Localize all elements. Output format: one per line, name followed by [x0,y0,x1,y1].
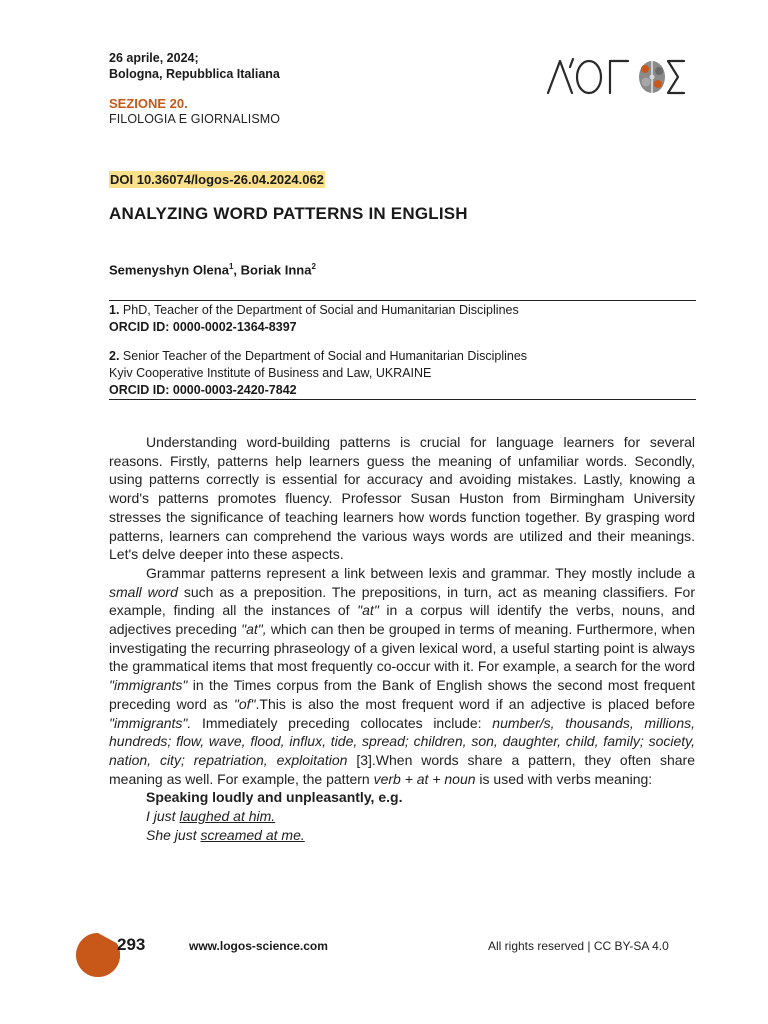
affiliation-2-num: 2. [109,349,120,363]
orcid-1[interactable]: ORCID ID: 0000-0002-1364-8397 [109,320,297,334]
rights-notice: All rights reserved | CC BY-SA 4.0 [488,939,669,953]
paper-title: ANALYZING WORD PATTERNS IN ENGLISH [109,204,468,223]
example-1: I just laughed at him. [146,808,276,825]
body-text [109,433,695,844]
doi-link[interactable]: DOI 10.36074/logos-26.04.2024.062 [110,172,324,187]
affiliation-2 [109,348,527,399]
publication-date: 26 aprile, 2024; [109,51,199,65]
section-name: FILOLOGIA E GIORNALISMO [109,112,281,126]
example-2: She just screamed at me. [146,826,305,843]
affiliation-2-text: Senior Teacher of the Department of Social and Humanitarian Disciplines [119,349,528,363]
page-badge-icon [74,931,122,979]
affiliation-2-institute: Kyiv Cooperative Institute of Business and Law, UKRAINE [109,366,432,380]
orcid-2[interactable]: ORCID ID: 0000-0003-2420-7842 [109,383,297,397]
author-separator: , [233,262,241,278]
example-heading: Speaking loudly and unpleasantly, e.g. [146,789,403,806]
paragraph-2: Grammar patterns represent a link between lexis and grammar. They mostly include a small word such as a preposition. The prepositions, in turn, act as meaning classifiers. For example, finding all the instances of "at" in a corpus will identify the verbs, nouns, and adjectives preceding "at", which can then be grouped in terms of meaning. Furthermore, when investigating the recurring phraseology of a given lexical word, a useful starting point is always the grammatical items that most frequently co-occur with it. For example, a search for the word "immigrants" in the Times corpus from the Bank of English shows the second most frequent preceding word as "of".This is also the most frequent word if an adjective is placed before "immigrants". Immediately preceding collocates include: number/s, thousands, millions, hundreds; flow, wave, flood, influx, tide, spread; children, son, daughter, child, family; society, nation, city; repatriation, exploitation [3].When words share a pattern, they often share meaning as well. For example, the pattern verb + at + noun is used with verbs meaning: [109,564,696,787]
author-2-sup: 2 [311,262,316,271]
logos-logo [546,55,688,97]
publication-date-place [109,50,280,82]
publication-place: Bologna, Repubblica Italiana [109,67,280,81]
section-number: SEZIONE 20. [109,96,188,111]
author-1: Semenyshyn Olena [109,262,229,278]
divider-top [109,300,696,301]
affiliation-1-text: PhD, Teacher of the Department of Social and Humanitarian Disciplines [119,303,519,317]
website-link[interactable]: www.logos-science.com [189,939,328,953]
paragraph-1: Understanding word-building patterns is crucial for language learners for several reasons. Firstly, patterns help learners guess the meaning of unfamiliar words. Secondly, using patterns correctly is essential for accuracy and avoiding mistakes. Lastly, knowing a word's patterns promotes fluency. Professor Susan Huston from Birmingham University stresses the significance of teaching learners how words function together. By grasping word patterns, learners can comprehend the various ways words are utilized and their meanings. Let's delve deeper into these aspects. [109,434,695,563]
page-number: 293 [117,935,146,954]
divider-bottom [109,399,696,400]
authors [109,262,316,277]
author-1-sup: 1 [228,262,234,271]
affiliation-1 [109,302,519,336]
affiliation-1-num: 1. [109,303,120,317]
author-2: Boriak Inna [240,262,312,278]
brain-icon [639,61,665,93]
